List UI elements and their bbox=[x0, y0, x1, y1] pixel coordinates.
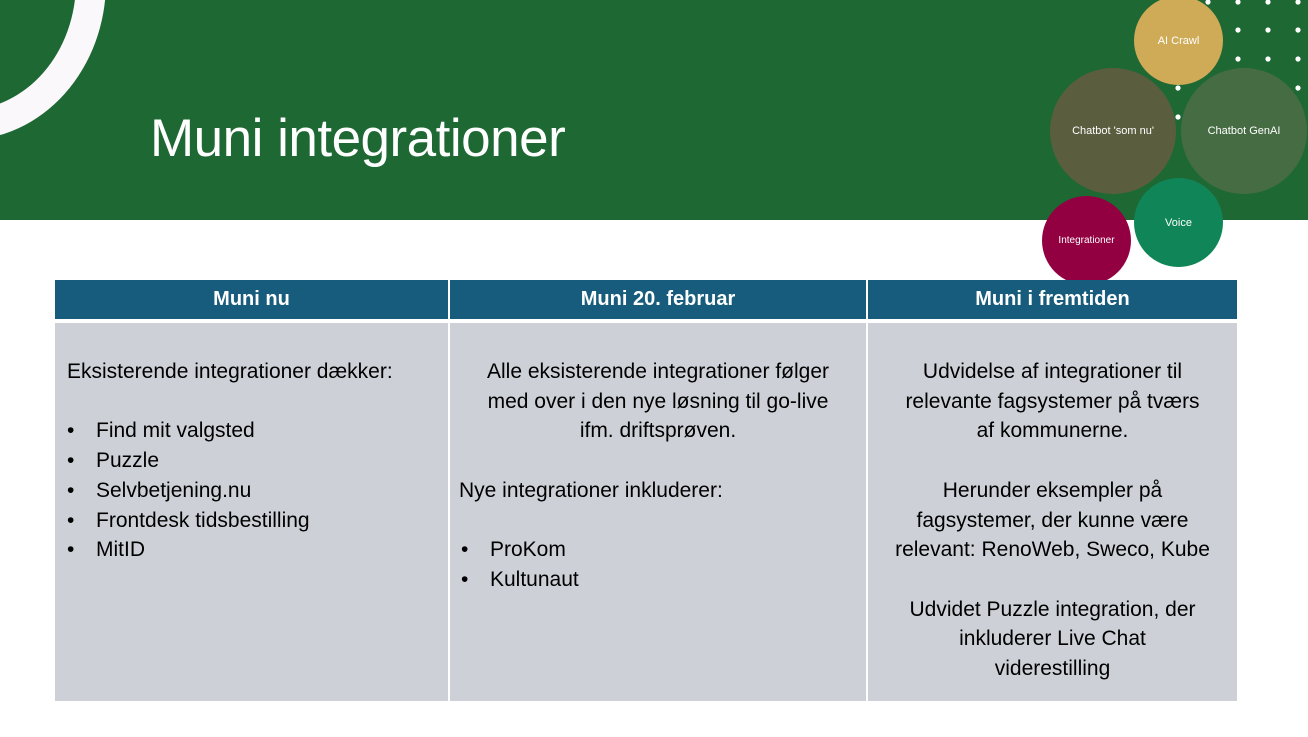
list-item: • Find mit valgsted bbox=[96, 416, 448, 446]
bubble-voice-label: Voice bbox=[1165, 216, 1192, 229]
bubble-voice bbox=[1134, 178, 1223, 267]
text-line: fagsystemer, der kunne være bbox=[916, 508, 1189, 532]
column-header-muni-i-fremtiden: Muni i fremtiden bbox=[868, 280, 1237, 319]
list-item: • Kultunaut bbox=[490, 565, 866, 595]
bubble-integrationer-label: Integrationer bbox=[1058, 235, 1115, 246]
column-header-muni-nu: Muni nu bbox=[55, 280, 448, 319]
bubble-ai-crawl bbox=[1134, 0, 1223, 85]
cell-paragraph bbox=[450, 357, 866, 446]
integration-list bbox=[490, 535, 866, 594]
cell-muni-nu bbox=[55, 323, 448, 701]
integration-list bbox=[96, 416, 448, 565]
text-line: Herunder eksempler på bbox=[942, 478, 1163, 502]
cell-intro-text: Eksisterende integrationer dækker: bbox=[67, 360, 393, 383]
comparison-table bbox=[55, 280, 1237, 701]
list-item: • MitID bbox=[96, 535, 448, 565]
text-line: med over i den nye løsning til go-live bbox=[487, 389, 829, 413]
text-line: relevante fagsystemer på tværs bbox=[905, 389, 1200, 413]
list-item: • ProKom bbox=[490, 535, 866, 565]
bubble-integrationer bbox=[1042, 196, 1131, 285]
bubble-chatbot-genai bbox=[1181, 68, 1307, 194]
bubble-chatbot-som-nu bbox=[1050, 68, 1176, 194]
cell-muni-i-fremtiden bbox=[868, 323, 1237, 701]
text-line: viderestilling bbox=[994, 657, 1111, 680]
cell-intro-text: Nye integrationer inkluderer: bbox=[459, 478, 723, 502]
list-item: • Puzzle bbox=[96, 446, 448, 476]
text-line: ifm. driftsprøven. bbox=[579, 419, 737, 443]
text-line: relevant: RenoWeb, Sweco, Kube bbox=[895, 538, 1210, 562]
bubble-ai-crawl-label: AI Crawl bbox=[1157, 34, 1200, 47]
list-item: • Selvbetjening.nu bbox=[96, 476, 448, 506]
column-header-muni-20-februar: Muni 20. februar bbox=[450, 280, 866, 319]
decorative-ring bbox=[0, 0, 106, 140]
text-line: Alle eksisterende integrationer følger bbox=[486, 360, 829, 383]
text-line: Udvidelse af integrationer til bbox=[922, 360, 1183, 383]
list-item: • Frontdesk tidsbestilling bbox=[96, 506, 448, 536]
bubble-chatbot-genai-label: Chatbot GenAI bbox=[1207, 125, 1281, 137]
text-line: inkluderer Live Chat bbox=[959, 627, 1146, 651]
slide-title: Muni integrationer bbox=[150, 109, 566, 168]
bubble-chatbot-som-nu-label: Chatbot 'som nu' bbox=[1072, 125, 1154, 137]
text-line: Udvidet Puzzle integration, der bbox=[909, 597, 1196, 621]
cell-muni-20-februar bbox=[450, 323, 866, 701]
text-line: af kommunerne. bbox=[976, 419, 1129, 443]
